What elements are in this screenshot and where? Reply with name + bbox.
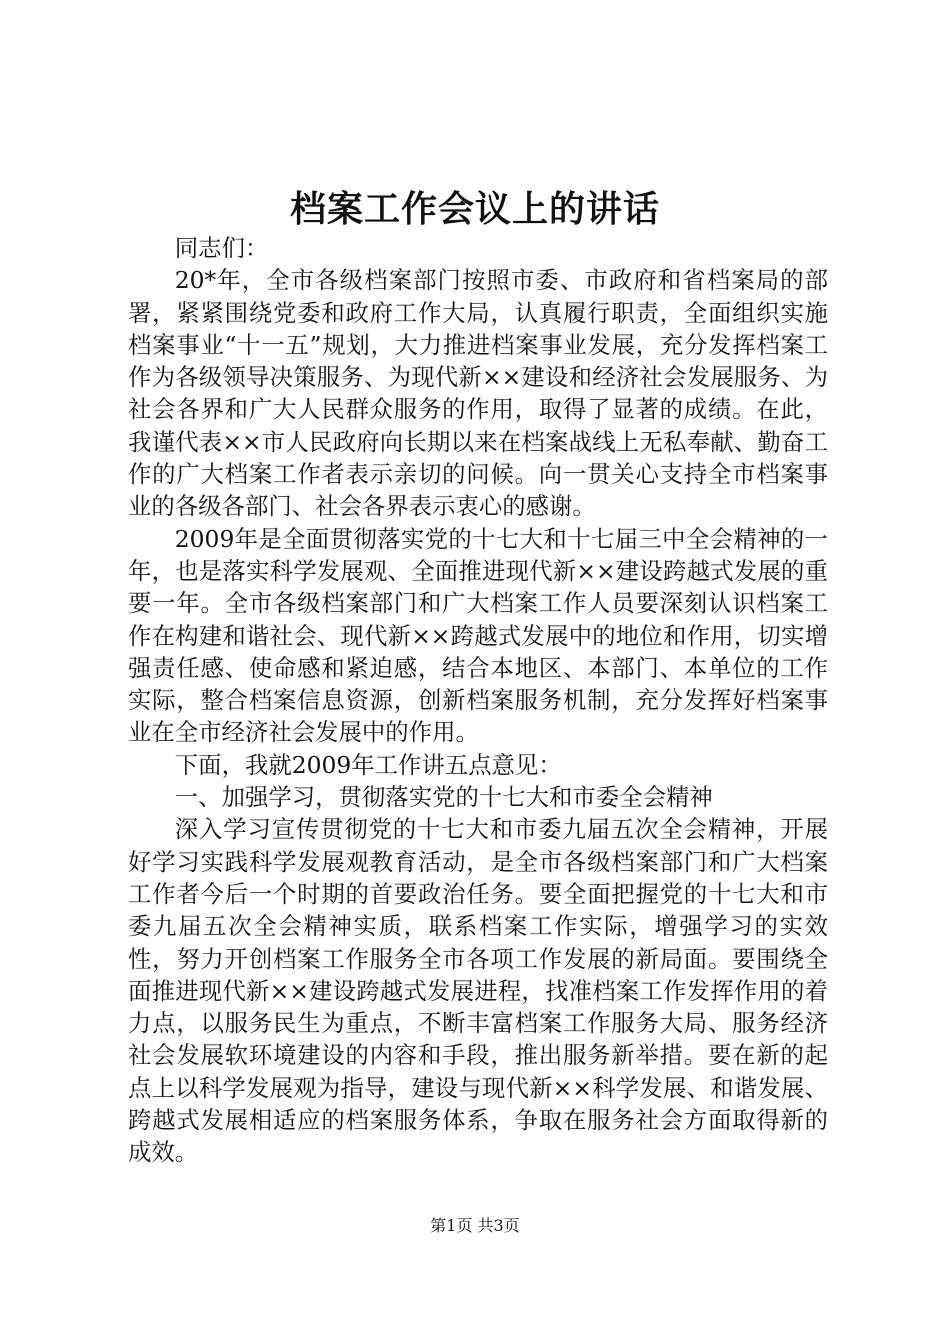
document-title: 档案工作会议上的讲话 xyxy=(289,188,660,230)
section-heading: 一、加强学习，贯彻落实党的十七大和市委全会精神 xyxy=(174,783,713,812)
body-paragraph: 深入学习宣传贯彻党的十七大和市委九届五次全会精神，开展好学习实践科学发展观教育活动，是全市各级档案部门和广大档案工作者今后一个时期的首要政治任务。要全面把握党的十七大和市委九届五次全会精神实质，联系档案工作实际，增强学习的实效性，努力开创档案工作服务全市各项工作发展的新局面。要围绕全面推进现代新××建设跨越式发展进程，找准档案工作发挥作用的着力点，以服务民生为重点，不断丰富档案工作服务大局、服务经济社会发展软环境建设的内容和手段，推出服务新举措。要在新的起点上以科学发展观为指导，建设与现代新××科学发展、和谐发展、跨越式发展相适应的档案服务体系，争取在服务社会方面取得新的成效。 xyxy=(128,815,828,1167)
body-paragraph: 20*年，全市各级档案部门按照市委、市政府和省档案局的部署，紧紧围绕党委和政府工作大局，认真履行职责，全面组织实施档案事业“十一五”规划，大力推进档案事业发展，充分发挥档案工作为各级领导决策服务、为现代新××建设和经济社会发展服务、为社会各界和广大人民群众服务的作用，取得了显著的成绩。在此，我谨代表××市人民政府向长期以来在档案战线上无私奉献、勤奋工作的广大档案工作者表示亲切的问候。向一贯关心支持全市档案事业的各级各部门、社会各界表示衷心的感谢。 xyxy=(128,266,828,521)
body-paragraph: 2009年是全面贯彻落实党的十七大和十七届三中全会精神的一年，也是落实科学发展观、全面推进现代新××建设跨越式发展的重要一年。全市各级档案部门和广大档案工作人员要深刻认识档案工作在构建和谐社会、现代新××跨越式发展中的地位和作用，切实增强责任感、使命感和紧迫感，结合本地区、本部门、本单位的工作实际，整合档案信息资源，创新档案服务机制，充分发挥好档案事业在全市经济社会发展中的作用。 xyxy=(128,524,828,747)
body-paragraph: 下面，我就2009年工作讲五点意见： xyxy=(174,750,562,779)
document-body xyxy=(128,232,828,1169)
salutation-paragraph: 同志们： xyxy=(174,234,269,262)
page-number-footer: 第1页 共3页 xyxy=(430,1216,520,1235)
